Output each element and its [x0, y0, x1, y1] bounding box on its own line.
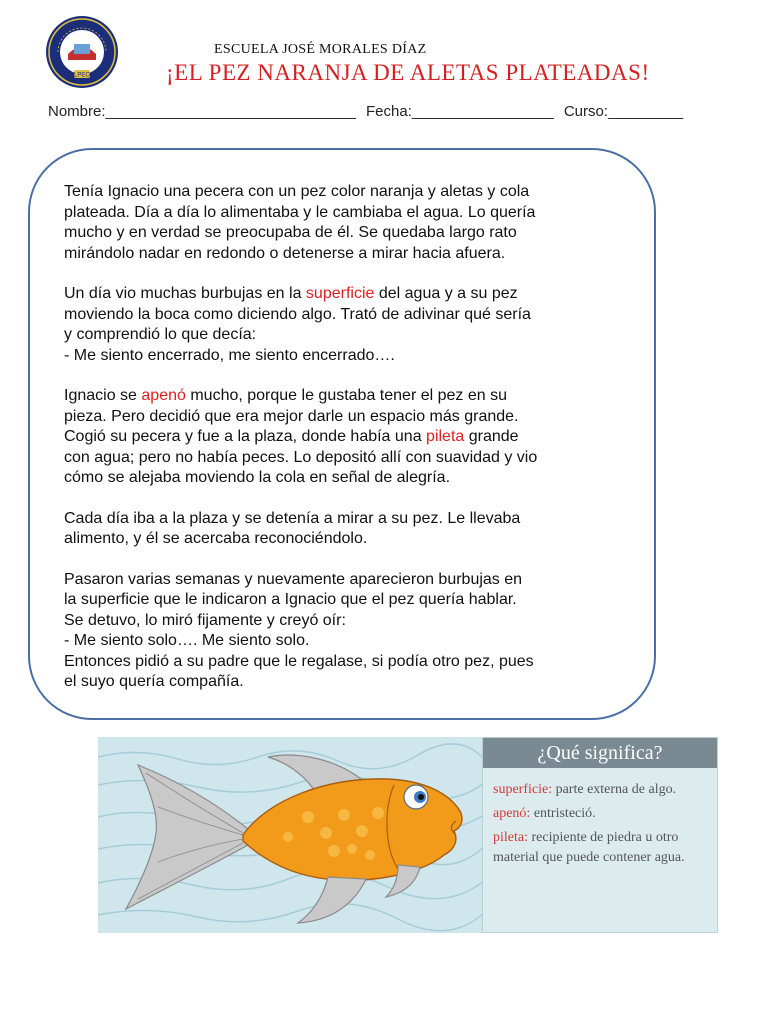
- course-field[interactable]: Curso:_________: [563, 103, 684, 120]
- paragraph-4: Cada día iba a la plaza y se detenía a mirar a su pez. Le llevaba alimento, y él se acercaba reconociéndolo.: [64, 509, 521, 547]
- svg-text:LPEO: LPEO: [73, 72, 91, 79]
- student-fields: [48, 103, 689, 120]
- page-title: ¡EL PEZ NARANJA DE ALETAS PLATEADAS!: [166, 60, 650, 85]
- paragraph-1: Tenía Ignacio una pecera con un pez color naranja y aletas y cola plateada. Día a día lo alimentaba y le cambiaba el agua. Lo quería mucho y en verdad se preocupaba de él. Se quedaba largo rato mirándolo nadar en redondo o detenerse a mirar hacia afuera.: [64, 183, 536, 262]
- fish-illustration: [98, 737, 484, 933]
- date-field[interactable]: Fecha:_________________: [365, 103, 554, 120]
- glossary-entry: pileta: recipiente de piedra u otro material que puede contener agua.: [493, 830, 685, 865]
- highlight-superficie: superficie: [305, 285, 375, 302]
- glossary-panel: [482, 737, 718, 933]
- story-text: [64, 182, 615, 713]
- name-field[interactable]: Nombre:______________________________: [48, 103, 356, 120]
- highlight-pileta: pileta: [426, 428, 465, 445]
- glossary-entry: apenó: entristeció.: [493, 806, 596, 821]
- paragraph-5: Pasaron varias semanas y nuevamente aparecieron burbujas en la superficie que le indicaron a Ignacio que el pez quería hablar. Se detuvo, lo miró fijamente y creyó oír: - Me siento solo…. Me siento solo. Entonces pidió a su padre que le regalase, si podía otro pez, pues el suyo quería compañía.: [64, 570, 534, 690]
- paragraph-3: Ignacio se apenó mucho, porque le gustaba tener el pez en su pieza. Pero decidió que era mejor darle un espacio más grande. Cogió su pecera y fue a la plaza, donde había una pileta grande con agua; pero no había peces. Lo depositó allí con suavidad y vio cómo se alejaba moviendo la cola en señal de alegría.: [64, 387, 538, 486]
- glossary-heading: ¿Qué significa?: [483, 738, 717, 768]
- glossary-entry: superficie: parte externa de algo.: [493, 782, 677, 797]
- highlight-apeno: apenó: [141, 387, 186, 404]
- glossary-entries: [493, 780, 707, 872]
- paragraph-2: Un día vio muchas burbujas en la superficie del agua y a su pez moviendo la boca como diciendo algo. Trató de adivinar qué sería y comprendió lo que decía: - Me siento encerrado, me siento encerrado….: [64, 285, 531, 364]
- school-name: ESCUELA JOSÉ MORALES DÍAZ: [214, 42, 427, 57]
- school-logo: [44, 14, 120, 90]
